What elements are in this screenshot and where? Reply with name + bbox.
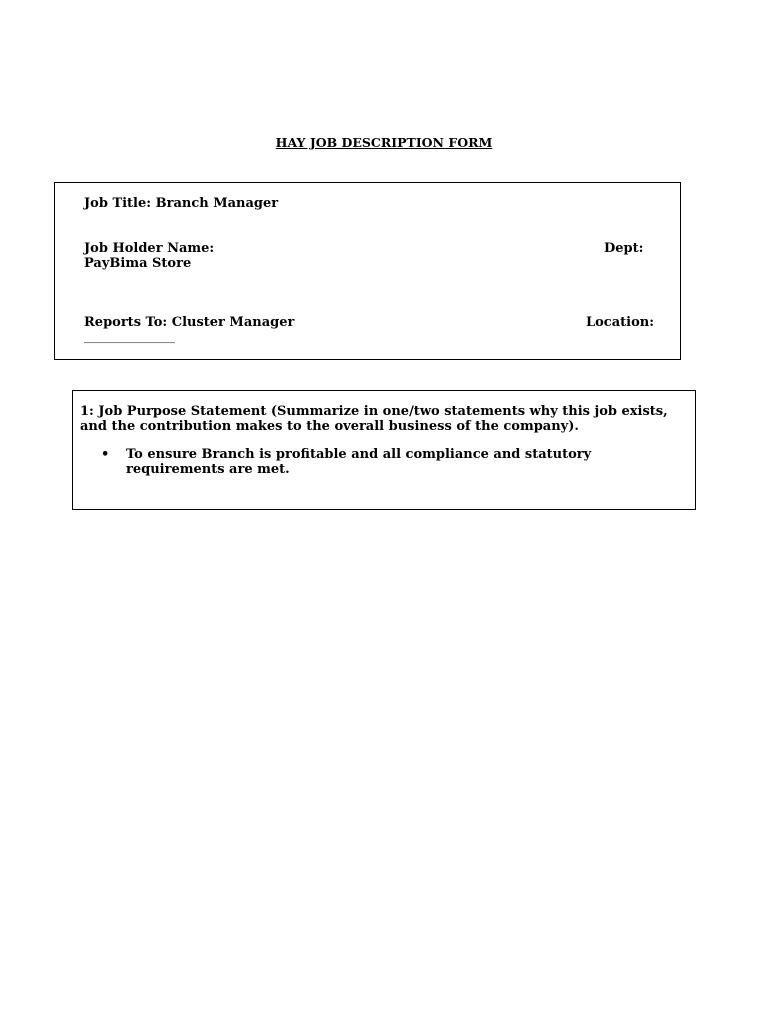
reports-to-value: Cluster Manager bbox=[171, 315, 295, 330]
job-purpose-bullet: To ensure Branch is profitable and all compliance and statutory requirements are met. bbox=[126, 447, 592, 477]
dept-label: Dept: bbox=[604, 241, 644, 256]
job-purpose-box bbox=[72, 390, 696, 510]
page-title: HAY JOB DESCRIPTION FORM bbox=[275, 135, 493, 150]
job-holder-label: Job Holder Name: bbox=[84, 241, 215, 256]
job-title-line bbox=[84, 196, 278, 211]
location-label: Location: bbox=[586, 315, 655, 330]
reports-to-line bbox=[84, 315, 294, 330]
dept-value: PayBima Store bbox=[84, 256, 192, 271]
job-info-box bbox=[54, 182, 681, 360]
reports-to-label: Reports To: bbox=[84, 315, 168, 330]
bullet-icon: • bbox=[101, 447, 110, 462]
job-title-label: Job Title: bbox=[84, 196, 152, 211]
location-value: ______________ bbox=[84, 329, 175, 344]
job-title-value: Branch Manager bbox=[155, 196, 279, 211]
job-purpose-heading: 1: Job Purpose Statement (Summarize in one/two statements why this job exists, and the contribution makes to the overall business of the company). bbox=[80, 404, 668, 434]
